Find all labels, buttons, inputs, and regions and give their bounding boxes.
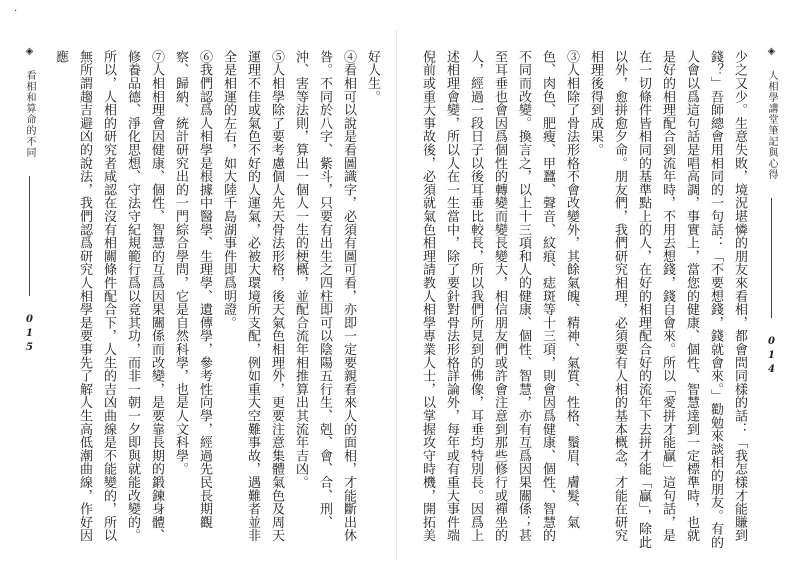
right-page-body	[411, 50, 751, 550]
right-page-header-title: 人相學講堂筆記與心得	[766, 70, 777, 180]
diamond-ornament-icon: ◈	[766, 46, 777, 58]
paragraph: ④看相可以說是看圖識字，必須有圖可看，亦即一定要親看來人的面相，才能斷出休咎。不同於八字、紫斗，只要有出生之四柱即可以陰陽五行生、剋、會、合、刑、沖、害等法則，算出一個人一生的梗概，並配合流年相推算出其流年吉凶。	[293, 50, 356, 543]
margin-dot: ·	[14, 6, 18, 17]
right-page-number: 014	[766, 336, 777, 378]
left-page-header	[22, 46, 37, 356]
left-page-header-title: 看相和算命的不同	[24, 70, 35, 158]
left-page-number: 015	[24, 314, 35, 356]
left-page-body	[48, 50, 384, 550]
header-rule	[29, 176, 30, 296]
paragraph: ⑥我們認爲人相學是根據中醫學、生理學、遺傳學，參考性向學，經過先民長期觀察、歸納、統計研究出的一門綜合學問，它是自然科學，也是人文科學。	[173, 50, 212, 529]
paragraph: 少之又少。生意失敗，境況堪憐的朋友來看相，都會問同樣的話：「我怎樣才能賺到錢？」吾師總會用相同的一句話：「不要想錢，錢就會來。」勸勉來談相的朋友。有的人會以爲這句話是唱高調，事實上，當您的健康、個性、智慧達到一定標準時，也就是好的相理配合到流年時，不用去想錢，錢自會來。所以「愛拼才能贏」這句話，是在一切條件皆相同的基準點上的人，在好的相理配合好的流年下去拼才能「贏」，除此以外，愈拼愈夕命。朋友們，我們研究相理，必須要有人相的基本概念，才能在研究相理後得到成果。	[588, 50, 747, 549]
header-rule	[771, 198, 772, 318]
right-page-header	[764, 46, 779, 378]
diamond-ornament-icon: ◈	[24, 46, 35, 58]
paragraph: ⑦人相相理會因健康、個性、智慧的互爲因果關係而改變，是要靠長期的鍛鍊身體、修養品德、淨化思想、守法守紀規範行爲以竟其功，而非一朝一夕即與就能改變的。所以，人相的研究者咸認在沒有相關條件配合下，人生的吉凶曲線是不能變的，所以無所謂趨吉避凶的說法，我們認爲研究人相學是要事先了解人生高低潮曲線，作好因應	[53, 50, 164, 543]
paragraph: 好人生。	[365, 50, 380, 104]
right-page	[397, 0, 793, 578]
paragraph: ③人相除了骨法形格不會改變外，其餘氣魄、精神、氣質、性格、鬚眉、膚髮、氣色、肉色、肥瘦、甲蠶、聲音、紋痕、痣斑等十三項，則會因爲健康、個性、智慧的不同而改變。換言之，以上十三項和人的健康、個性、智慧，亦有互爲因果關係；甚至耳垂也會因爲個性的轉變而變長變大，相信朋友們或許會注意到那些修行或禪坐的人，經過一段日子以後耳垂比較長，所以我們所見到的佛像，耳垂均特別長。因爲上述相理會變，所以人在一生當中，除了要針對骨法形格詳論外，每年或有重大事件端倪前或重大事故後，必須就氣色相理請教人相學專業人士，以掌握攻守時機，開拓美	[420, 50, 579, 543]
paragraph: ⑤人相學除了要考慮個人先天骨法形格，後天氣色相理外，更要注意集體氣色及周天運理不佳或氣色不好的人運氣，必被大環境所支配，例如重大空難事故，遇難者並非全是相運的左右，如大陸千島湖事件即爲明證。	[221, 50, 284, 543]
